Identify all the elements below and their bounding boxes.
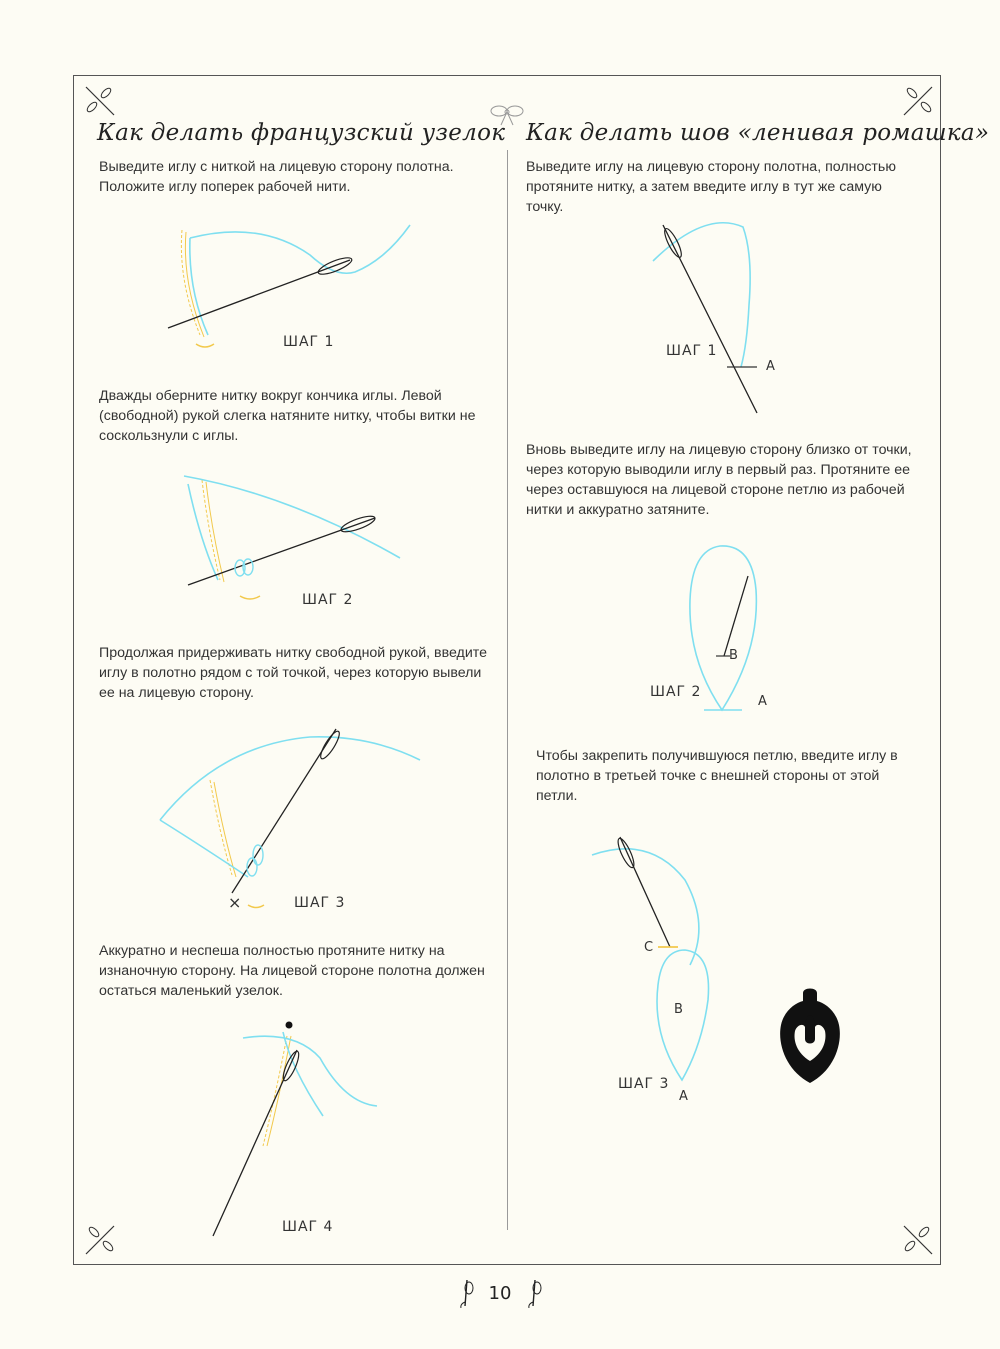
right-title: Как делать шов «ленивая ромашка» [526,120,990,146]
right-step-3-label: ШАГ 3 [618,1076,670,1092]
left-paragraph-2: Дважды оберните нитку вокруг кончика иглы. Левой (свободной) рукой слегка натяните нитку, чтобы витки не соскользнули с иглы. [99,388,476,444]
left-paragraph-1: Выведите иглу с ниткой на лицевую сторону полотна. Положите иглу поперек рабочей нити. [99,159,454,195]
page-ornament-icon [458,1278,474,1308]
left-step-2-label: ШАГ 2 [302,592,354,608]
needle-corner-icon [82,83,118,119]
left-step-1-label: ШАГ 1 [283,334,335,350]
left-title: Как делать французский узелок [97,120,506,146]
left-paragraph-4: Аккуратно и неспеша полностью протяните нитку на изнаночную сторону. На лицевой стороне полотна должен остаться маленький узелок. [99,943,485,999]
lazy-daisy-step3-figure [590,825,720,1090]
left-step-3-x-mark: × [228,893,242,912]
page-ornament-icon [526,1278,542,1308]
right-step-3-point-a: A [679,1089,688,1104]
left-paragraph-3: Продолжая придерживать нитку свободной рукой, введите иглу в полотно рядом с той точкой, через которую вывели ее на лицевую сторону. [99,645,487,701]
left-step-3-label: ШАГ 3 [294,895,346,911]
lazy-daisy-step1-figure [645,215,785,415]
needle-corner-icon [82,1222,118,1258]
right-step-3-point-c: C [644,940,654,955]
right-paragraph-1: Выведите иглу на лицевую сторону полотна, полностью протяните нитку, а затем введите иглу в тут же самую точку. [526,159,896,215]
right-step-2-point-b: B [729,648,738,663]
right-step-1-label: ШАГ 1 [666,343,718,359]
french-knot-step3-figure [160,725,430,915]
needle-corner-icon [900,1222,936,1258]
right-step-2-point-a: A [758,694,767,709]
right-paragraph-3: Чтобы закрепить получившуюся петлю, введите иглу в полотно в третьей точке с внешней стороны от этой петли. [536,748,898,804]
right-step-2-label: ШАГ 2 [650,684,702,700]
page-number: 10 [488,1282,512,1304]
needle-corner-icon [900,83,936,119]
lazy-daisy-stitch-icon [775,983,845,1088]
right-paragraph-2: Вновь выведите иглу на лицевую сторону близко от точки, через которую выводили иглу в первый раз. Протяните ее через оставшуюся на лицевой стороне петлю из рабочей нитки и аккуратно затяните. [526,442,912,518]
french-knot-step4-figure [205,1018,385,1243]
page-number-footer [0,1278,1000,1308]
left-step-4-label: ШАГ 4 [282,1219,334,1235]
right-step-1-point-a: A [766,359,775,374]
french-knot-step2-figure [180,470,410,605]
column-divider [507,150,508,1230]
right-step-3-point-b: B [674,1002,683,1017]
